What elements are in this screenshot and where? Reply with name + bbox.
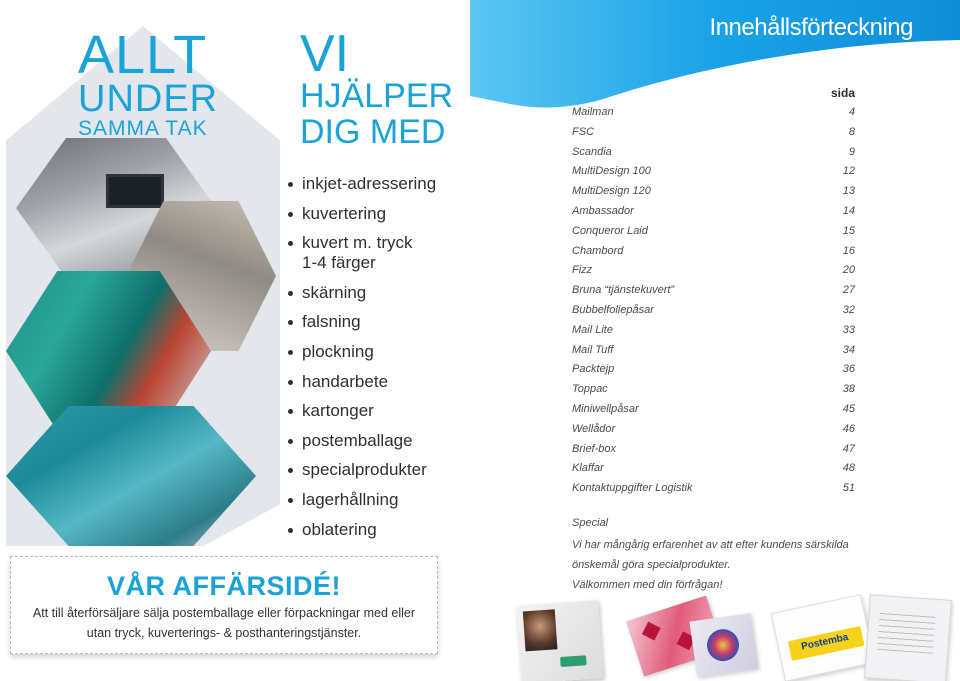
right-page (470, 0, 960, 681)
toc-row[interactable] (572, 341, 855, 361)
toc-row[interactable] (572, 103, 855, 123)
service-item (288, 233, 436, 273)
portrait-image (523, 609, 558, 651)
toc-entry-page: 46 (842, 422, 855, 435)
service-item: postemballage (288, 431, 436, 451)
service-item-line2: 1-4 färger (302, 253, 376, 273)
toc-entry-name: Packtejp (572, 363, 615, 376)
toc-row[interactable] (572, 360, 855, 380)
service-item: specialprodukter (288, 460, 436, 480)
toc-row[interactable] (572, 202, 855, 222)
business-idea-box (10, 556, 438, 654)
product-printed-box-image (689, 613, 758, 677)
toc-header: Innehållsförteckning (709, 14, 913, 41)
monitor-icon (106, 174, 164, 208)
toc-entry-name: Bubbelfoliepåsar (572, 303, 654, 316)
heart-icon (642, 622, 661, 641)
toc-entry-page: 45 (842, 402, 855, 415)
service-list (288, 174, 436, 549)
service-item: skärning (288, 283, 436, 303)
special-line1: Vi har mångårig erfarenhet av att efter kundens särskilda (572, 539, 849, 551)
postemballage-logo-text: Postemba (800, 631, 850, 653)
headline-samma-tak: SAMMA TAK (78, 117, 208, 140)
toc-entry-page: 33 (842, 323, 855, 336)
product-folder-image (516, 600, 603, 681)
toc-row[interactable] (572, 321, 855, 341)
mandala-pattern-icon (705, 627, 741, 663)
headline-allt-under-samma-tak (78, 25, 219, 140)
toc-row[interactable] (572, 301, 855, 321)
business-idea-title: VÅR AFFÄRSIDÉ! (107, 571, 341, 601)
toc-entry-name: Brief-box (572, 442, 617, 455)
toc-entry-page: 47 (842, 442, 855, 455)
card-text-lines (877, 610, 936, 654)
toc-entry-name: Kontaktuppgifter Logistik (572, 482, 693, 495)
toc-entry-name: Mail Lite (572, 323, 613, 336)
toc-entry-page: 9 (848, 145, 855, 158)
toc-entry-name: Chambord (572, 244, 624, 257)
toc-page-column-label: sida (830, 86, 855, 100)
toc-entry-name: MultiDesign 120 (572, 185, 651, 198)
left-page (0, 0, 470, 681)
toc-entry-page: 14 (842, 204, 855, 217)
toc-row[interactable] (572, 420, 855, 440)
toc-entry-name: Mail Tuff (572, 343, 614, 356)
toc-entry-name: Fizz (572, 264, 593, 277)
business-idea-text (11, 603, 437, 643)
toc-row[interactable] (572, 440, 855, 460)
toc-entry-page: 32 (842, 303, 855, 316)
toc-row[interactable] (572, 479, 855, 499)
toc-entry-page: 12 (842, 165, 855, 178)
toc-entry-page: 15 (842, 224, 855, 237)
toc-entry-name: Conqueror Laid (572, 224, 648, 237)
toc-entry-page: 34 (842, 343, 855, 356)
headline-dig-med: DIG MED (300, 113, 446, 151)
toc-row[interactable] (572, 182, 855, 202)
special-title: Special (572, 517, 609, 529)
toc-entry-name: Wellådor (572, 422, 616, 435)
toc-entry-page: 51 (842, 482, 855, 495)
toc-entry-name: Bruna “tjänstekuvert” (572, 284, 675, 297)
special-line3: Välkommen med din förfrågan! (572, 579, 723, 591)
toc-row[interactable] (572, 242, 855, 262)
headline-under: UNDER (78, 78, 219, 120)
service-item: inkjet-adressering (288, 174, 436, 194)
business-idea-line2: utan tryck, kuverterings- & posthanteringstjänster. (86, 626, 362, 640)
toc-entry-name: Mailman (572, 106, 614, 118)
toc-row[interactable] (572, 380, 855, 400)
toc-row[interactable] (572, 162, 855, 182)
toc-row[interactable] (572, 459, 855, 479)
headline-allt: ALLT (78, 25, 208, 85)
toc-entry-page: 20 (842, 264, 855, 277)
toc-entry-page: 13 (842, 185, 855, 198)
special-line2: önskemål göra specialprodukter. (572, 559, 731, 571)
toc-entry-page: 8 (848, 125, 855, 138)
toc-entry-name: Ambassador (572, 204, 634, 217)
headline-vi-hjalper-dig-med (300, 25, 454, 151)
toc-row[interactable] (572, 143, 855, 163)
service-item: lagerhållning (288, 490, 436, 510)
product-photo-strip (515, 595, 960, 681)
headline-vi: VI (300, 25, 350, 83)
service-item: falsning (288, 312, 436, 332)
toc-entry-page: 48 (842, 462, 855, 475)
toc-entry-page: 36 (842, 363, 855, 376)
toc-entry-name: Miniwellpåsar (572, 402, 639, 415)
toc-row[interactable] (572, 400, 855, 420)
product-postemballage-envelope-image (771, 594, 876, 681)
toc-row[interactable] (572, 222, 855, 242)
toc-row[interactable] (572, 281, 855, 301)
special-text (572, 535, 882, 595)
toc-entry-page: 16 (842, 244, 855, 257)
service-item: handarbete (288, 372, 436, 392)
service-item-line1: kuvert m. tryck (302, 233, 413, 253)
product-card-sleeve-image (864, 594, 952, 681)
service-item: kuvertering (288, 204, 436, 224)
table-of-contents (572, 103, 855, 499)
toc-row[interactable] (572, 123, 855, 143)
business-idea-line1: Att till återförsäljare sälja postemballage eller förpackningar med eller (32, 606, 416, 620)
toc-entry-name: MultiDesign 100 (572, 165, 651, 178)
toc-entry-page: 4 (848, 106, 855, 118)
toc-entry-name: FSC (572, 125, 594, 138)
toc-entry-name: Scandia (572, 145, 612, 158)
headline-hjalper: HJÄLPER (300, 77, 454, 115)
toc-entry-name: Klaffar (572, 462, 604, 475)
toc-entry-page: 38 (842, 383, 855, 396)
toc-entry-page: 27 (842, 284, 855, 297)
service-item: kartonger (288, 401, 436, 421)
folder-logo-tag (560, 655, 587, 667)
service-item: plockning (288, 342, 436, 362)
service-item: oblatering (288, 520, 436, 540)
toc-entry-name: Toppac (572, 383, 608, 396)
toc-row[interactable] (572, 261, 855, 281)
